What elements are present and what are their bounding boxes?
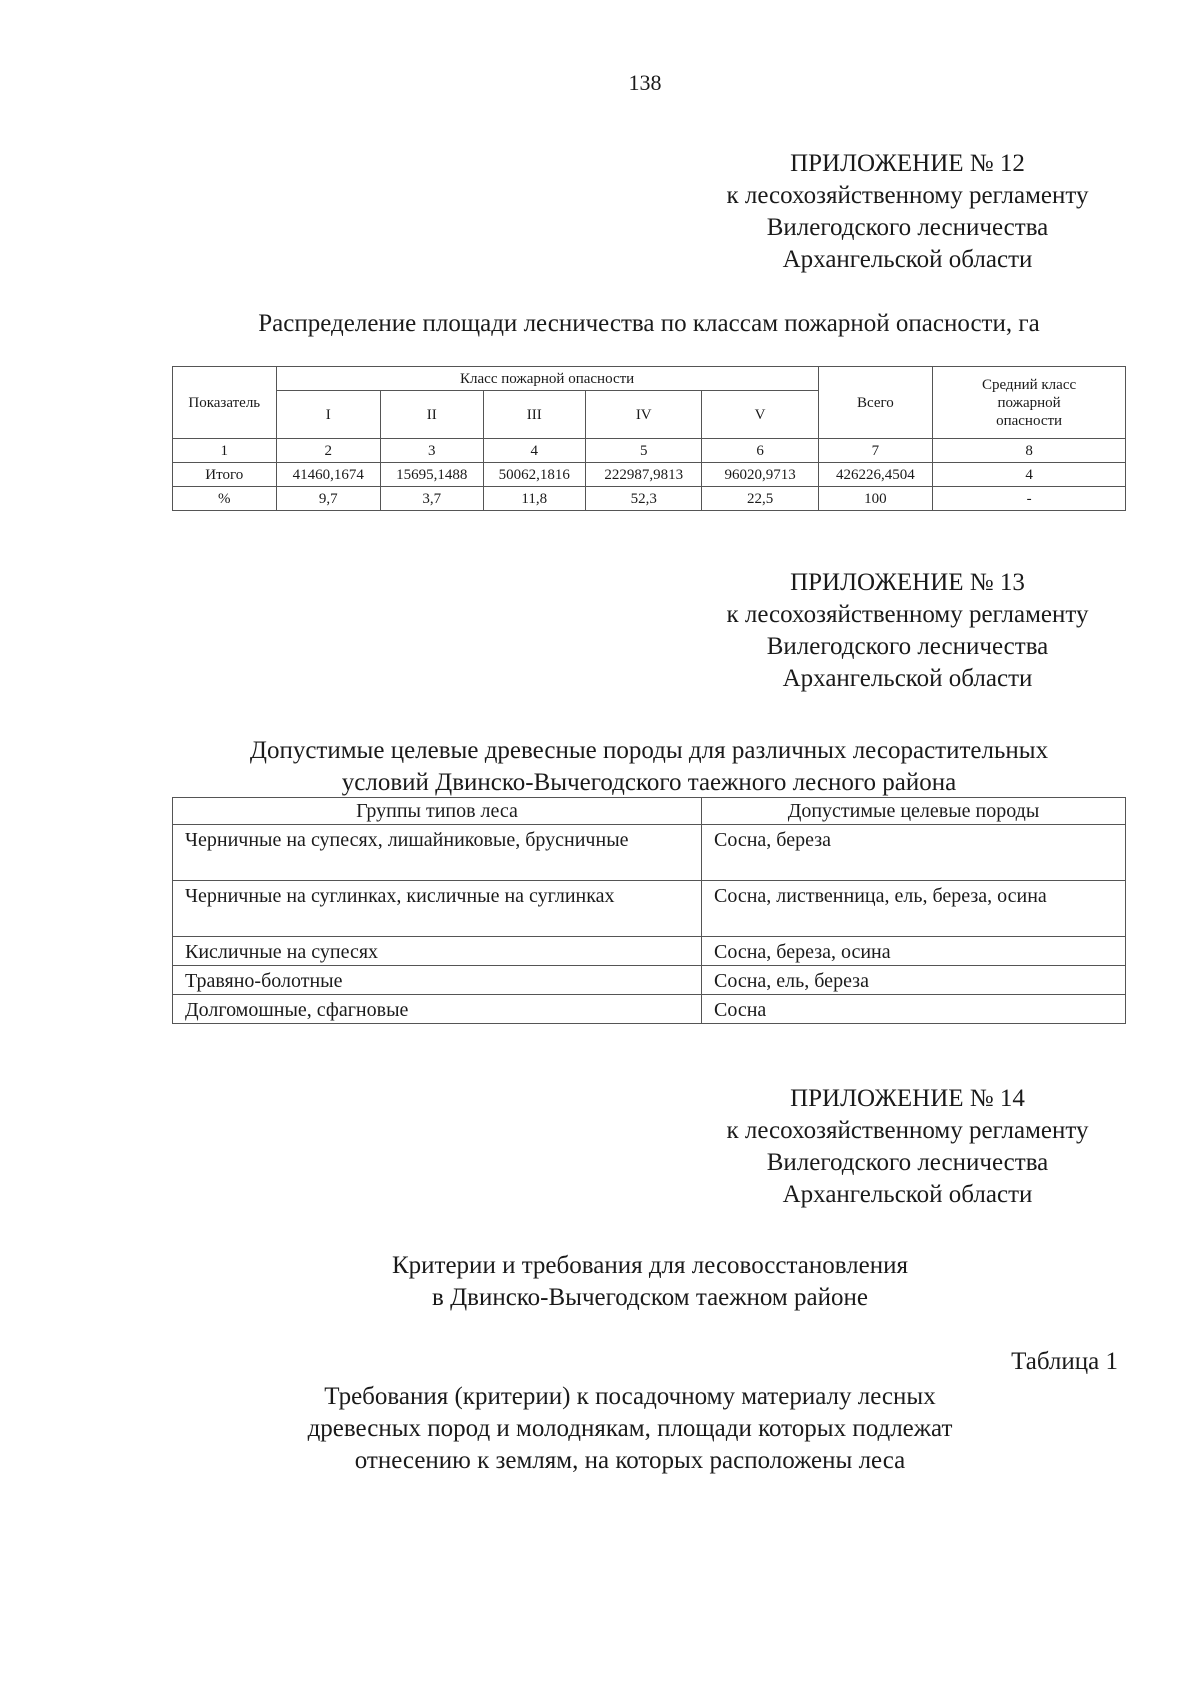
table-row — [173, 881, 1126, 937]
appendix-13-header — [600, 567, 1200, 695]
header-class: I — [276, 391, 380, 439]
table-cell: 15695,1488 — [381, 463, 484, 487]
table-cell: 96020,9713 — [702, 463, 818, 487]
table-row — [173, 995, 1126, 1024]
table-cell: 11,8 — [483, 487, 586, 511]
header-average-line: опасности — [996, 412, 1063, 429]
species-table-title — [172, 735, 1126, 799]
table-cell: 7 — [818, 439, 932, 463]
appendix-13-title: ПРИЛОЖЕНИЕ № 13 — [790, 569, 1025, 596]
table-cell: 6 — [702, 439, 818, 463]
table-cell: Сосна — [702, 995, 1126, 1024]
fire-table-title: Распределение площади лесничества по классам пожарной опасности, га — [258, 310, 1040, 337]
table-cell: 22,5 — [702, 487, 818, 511]
table-cell: Итого — [173, 463, 277, 487]
table-cell: 52,3 — [586, 487, 702, 511]
requirements-title — [250, 1381, 1010, 1477]
criteria-title — [300, 1250, 1000, 1314]
appendix-13-line3: Архангельской области — [782, 665, 1033, 692]
table-cell: 8 — [933, 439, 1126, 463]
table-cell: Черничные на суглинках, кисличные на суглинках — [173, 881, 702, 937]
appendix-12-header — [600, 148, 1200, 276]
table-cell: Сосна, береза — [702, 825, 1126, 881]
appendix-14-line3: Архангельской области — [782, 1181, 1033, 1208]
header-class: II — [381, 391, 484, 439]
appendix-13-line1: к лесохозяйственному регламенту — [726, 601, 1089, 628]
header-average-line: Средний класс — [981, 376, 1077, 393]
table-cell: 426226,4504 — [818, 463, 932, 487]
table-row — [173, 487, 1126, 511]
species-table — [172, 797, 1126, 1024]
header-average — [933, 367, 1126, 439]
table-cell: 100 — [818, 487, 932, 511]
table-cell: Травяно-болотные — [173, 966, 702, 995]
table-cell: - — [933, 487, 1126, 511]
header-class: V — [702, 391, 818, 439]
table-cell: 3 — [381, 439, 484, 463]
header-target-species: Допустимые целевые породы — [702, 798, 1126, 825]
table-cell: Сосна, лиственница, ель, береза, осина — [702, 881, 1126, 937]
header-forest-groups: Группы типов леса — [173, 798, 702, 825]
table-1-label: Таблица 1 — [1011, 1348, 1118, 1375]
appendix-14-header — [600, 1083, 1200, 1211]
requirements-line2: древесных пород и молоднякам, площади которых подлежат — [307, 1415, 953, 1442]
table-cell: 2 — [276, 439, 380, 463]
header-class: III — [483, 391, 586, 439]
header-total: Всего — [818, 367, 932, 439]
header-average-line: пожарной — [997, 394, 1061, 411]
requirements-line3: отнесению к землям, на которых расположены леса — [354, 1447, 906, 1474]
appendix-14-line1: к лесохозяйственному регламенту — [726, 1117, 1089, 1144]
appendix-13-line2: Вилегодского лесничества — [766, 633, 1049, 660]
appendix-12-title: ПРИЛОЖЕНИЕ № 12 — [790, 150, 1025, 177]
header-indicator: Показатель — [173, 367, 277, 439]
table-cell: 1 — [173, 439, 277, 463]
criteria-title-line1: Критерии и требования для лесовосстановления — [391, 1252, 909, 1279]
appendix-14-line2: Вилегодского лесничества — [766, 1149, 1049, 1176]
header-class: IV — [586, 391, 702, 439]
table-cell: 9,7 — [276, 487, 380, 511]
table-row — [173, 463, 1126, 487]
table-row — [173, 937, 1126, 966]
table-cell: Долгомошные, сфагновые — [173, 995, 702, 1024]
table-cell: Сосна, ель, береза — [702, 966, 1126, 995]
table-cell: 41460,1674 — [276, 463, 380, 487]
table-cell: Черничные на супесях, лишайниковые, брусничные — [173, 825, 702, 881]
table-cell: % — [173, 487, 277, 511]
table-cell: 5 — [586, 439, 702, 463]
table-cell: 222987,9813 — [586, 463, 702, 487]
fire-class-table — [172, 366, 1126, 511]
appendix-12-line1: к лесохозяйственному регламенту — [726, 182, 1089, 209]
header-class-group: Класс пожарной опасности — [276, 367, 818, 391]
table-cell: 4 — [483, 439, 586, 463]
species-title-line1: Допустимые целевые древесные породы для различных лесорастительных — [249, 737, 1049, 764]
table-row — [173, 825, 1126, 881]
table-cell: 4 — [933, 463, 1126, 487]
requirements-line1: Требования (критерии) к посадочному материалу лесных — [324, 1383, 936, 1410]
table-cell: Сосна, береза, осина — [702, 937, 1126, 966]
appendix-12-line2: Вилегодского лесничества — [766, 214, 1049, 241]
table-cell: 50062,1816 — [483, 463, 586, 487]
table-row — [173, 439, 1126, 463]
table-row — [173, 966, 1126, 995]
appendix-12-line3: Архангельской области — [782, 246, 1033, 273]
table-cell: 3,7 — [381, 487, 484, 511]
criteria-title-line2: в Двинско-Вычегодском таежном районе — [432, 1284, 868, 1311]
page-number: 138 — [628, 70, 662, 95]
species-title-line2: условий Двинско-Вычегодского таежного лесного района — [341, 769, 957, 796]
appendix-14-title: ПРИЛОЖЕНИЕ № 14 — [790, 1085, 1025, 1112]
table-cell: Кисличные на супесях — [173, 937, 702, 966]
